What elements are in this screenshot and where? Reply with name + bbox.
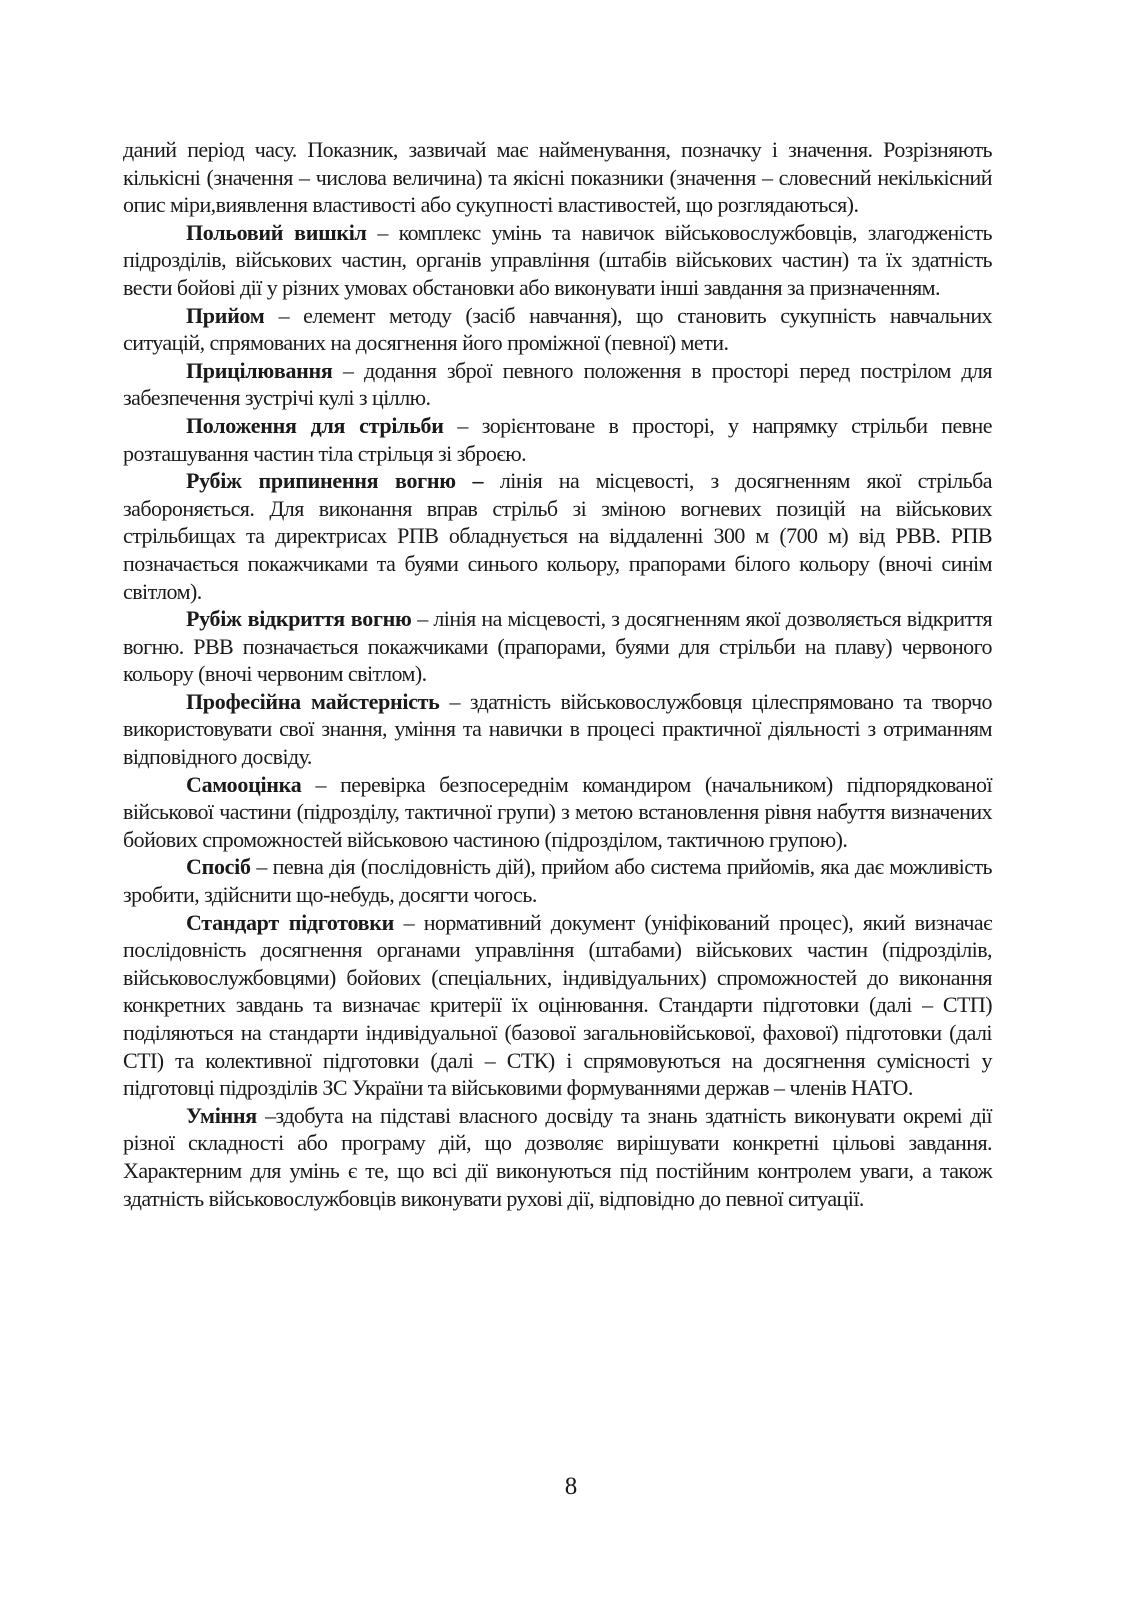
definition-term: Стандарт підготовки <box>186 909 394 935</box>
definition-term: Уміння <box>186 1102 257 1128</box>
definition-separator <box>483 468 500 493</box>
definition-prytsiliuvannia <box>123 357 992 412</box>
definition-text: певна дія (послідовність дій), прийом або система прийомів, яка дає можливість зробити, здійснити що-небудь, досягти чогось. <box>123 854 992 908</box>
definition-pryiom <box>123 302 992 357</box>
definition-term: Прицілювання <box>186 357 333 383</box>
document-page <box>123 136 992 1212</box>
definition-separator: – <box>264 302 304 328</box>
definition-text: здобута на підставі власного досвіду та знань здатність виконувати окремі дії різної складності або програму дій, що дозволяє вирішувати конкретні цільові завдання. Характерним для умінь є те, що всі дії виконуються під постійним контролем уваги, а також здатність військовослужбовців виконувати рухові дії, відповідно до певної ситуації. <box>123 1102 992 1211</box>
definition-uminnia <box>123 1102 992 1212</box>
definition-separator: – <box>332 357 364 383</box>
paragraph-text: даний період часу. Показник, зазвичай має найменування, позначку і значення. Розрізняють кількісні (значення – числова величина) та якісні показники (значення – словесний некількісний опис міри,виявлення властивості або сукупності властивостей, що розглядаються). <box>123 137 992 218</box>
definition-sposib <box>123 853 992 908</box>
definition-separator: – <box>439 688 470 714</box>
definition-text: перевірка безпосереднім командиром (начальником) підпорядкованої військової частини (підрозділу, тактичної групи) з метою встановлення рівня набуття визначених бойових спроможностей військовою частиною (підрозділом, тактичною групою). <box>123 771 993 852</box>
definition-term: Спосіб <box>186 854 251 880</box>
definition-rubizh-vidkryttia-vogniu <box>123 605 992 688</box>
definition-separator: – <box>256 1102 276 1128</box>
definition-profesiina-maisternist <box>123 688 992 771</box>
page-number: 8 <box>564 1473 578 1500</box>
definition-text: комплекс умінь та навичок військовослужбовців, злагодженість підрозділів, військових частин, органів управління (штабів військових частин) та їх здатність вести бойові дії у різних умовах обстановки або виконувати інші завдання за призначенням. <box>123 219 992 300</box>
definition-polovyi-vyshkil <box>123 219 992 302</box>
definition-separator: – <box>393 909 424 935</box>
definition-polozhennia-dlia-strilby <box>123 412 992 467</box>
definition-text: додання зброї певного положення в просторі перед пострілом для забезпечення зустрічі кулі з ціллю. <box>123 357 992 411</box>
definition-text: зорієнтоване в просторі, у напрямку стрільби певне розташування частин тіла стрільця зі зброєю. <box>123 412 992 466</box>
definition-samootsinka <box>123 771 992 854</box>
definition-text: лінія на місцевості, з досягненням якої дозволяється відкриття вогню. РВВ позначається покажчиками (прапорами, буями для стрільби на плаву) червоного кольору (вночі червоним світлом). <box>123 606 993 687</box>
definition-term: Самооцінка <box>186 771 302 797</box>
definition-separator: – <box>411 606 434 632</box>
definition-text: елемент методу (засіб навчання), що становить сукупність навчальних ситуацій, спрямованих на досягнення його проміжної (певної) мети. <box>123 302 992 356</box>
paragraph-continuation <box>123 136 992 219</box>
definition-term: Положення для стрільби <box>186 412 444 438</box>
definition-term: Рубіж відкриття вогню <box>186 606 412 632</box>
definition-term: Прийом <box>186 302 265 328</box>
definition-text: здатність військовослужбовця цілеспрямовано та творчо використовувати свої знання, уміння та навички в процесі практичної діяльності з отриманням відповідного досвіду. <box>123 688 992 770</box>
definition-separator: – <box>443 412 482 438</box>
definition-text: лінія на місцевості, з досягненням якої стрільба забороняється. Для виконання вправ стрільб зі зміною вогневих позицій на військових стрільбищах та директрисах РПВ обладнується на віддаленні 300 м (700 м) від РВВ. РПВ позначається покажчиками та буями синього кольору, прапорами білого кольору (вночі синім світлом). <box>123 468 993 604</box>
definition-term: Рубіж припинення вогню – <box>186 468 484 494</box>
definition-term: Польовий вишкіл <box>186 219 367 245</box>
definition-rubizh-prypynennia-vogniu <box>123 467 992 605</box>
definition-standart-pidgotovky <box>123 909 992 1102</box>
definition-text: нормативний документ (уніфікований процес), який визначає послідовність досягнення органами управління (штабами) військових частин (підрозділів, військовослужбовцями) бойових (спеціальних, індивідуальних) спроможностей до виконання конкретних завдань та визначає критерії їх оцінювання. Стандарти підготовки (далі – СТП) поділяються на стандарти індивідуальної (базової загальновійськової, фахової) підготовки (далі СТІ) та колективної підготовки (далі – СТК) і спрямовуються на досягнення сумісності у підготовці підрозділів ЗС України та військовими формуваннями держав – членів НАТО. <box>123 909 992 1101</box>
definition-term: Професійна майстерність <box>186 688 440 714</box>
definition-separator: – <box>250 854 273 880</box>
definition-separator: – <box>301 771 341 797</box>
definition-separator: – <box>366 219 399 245</box>
